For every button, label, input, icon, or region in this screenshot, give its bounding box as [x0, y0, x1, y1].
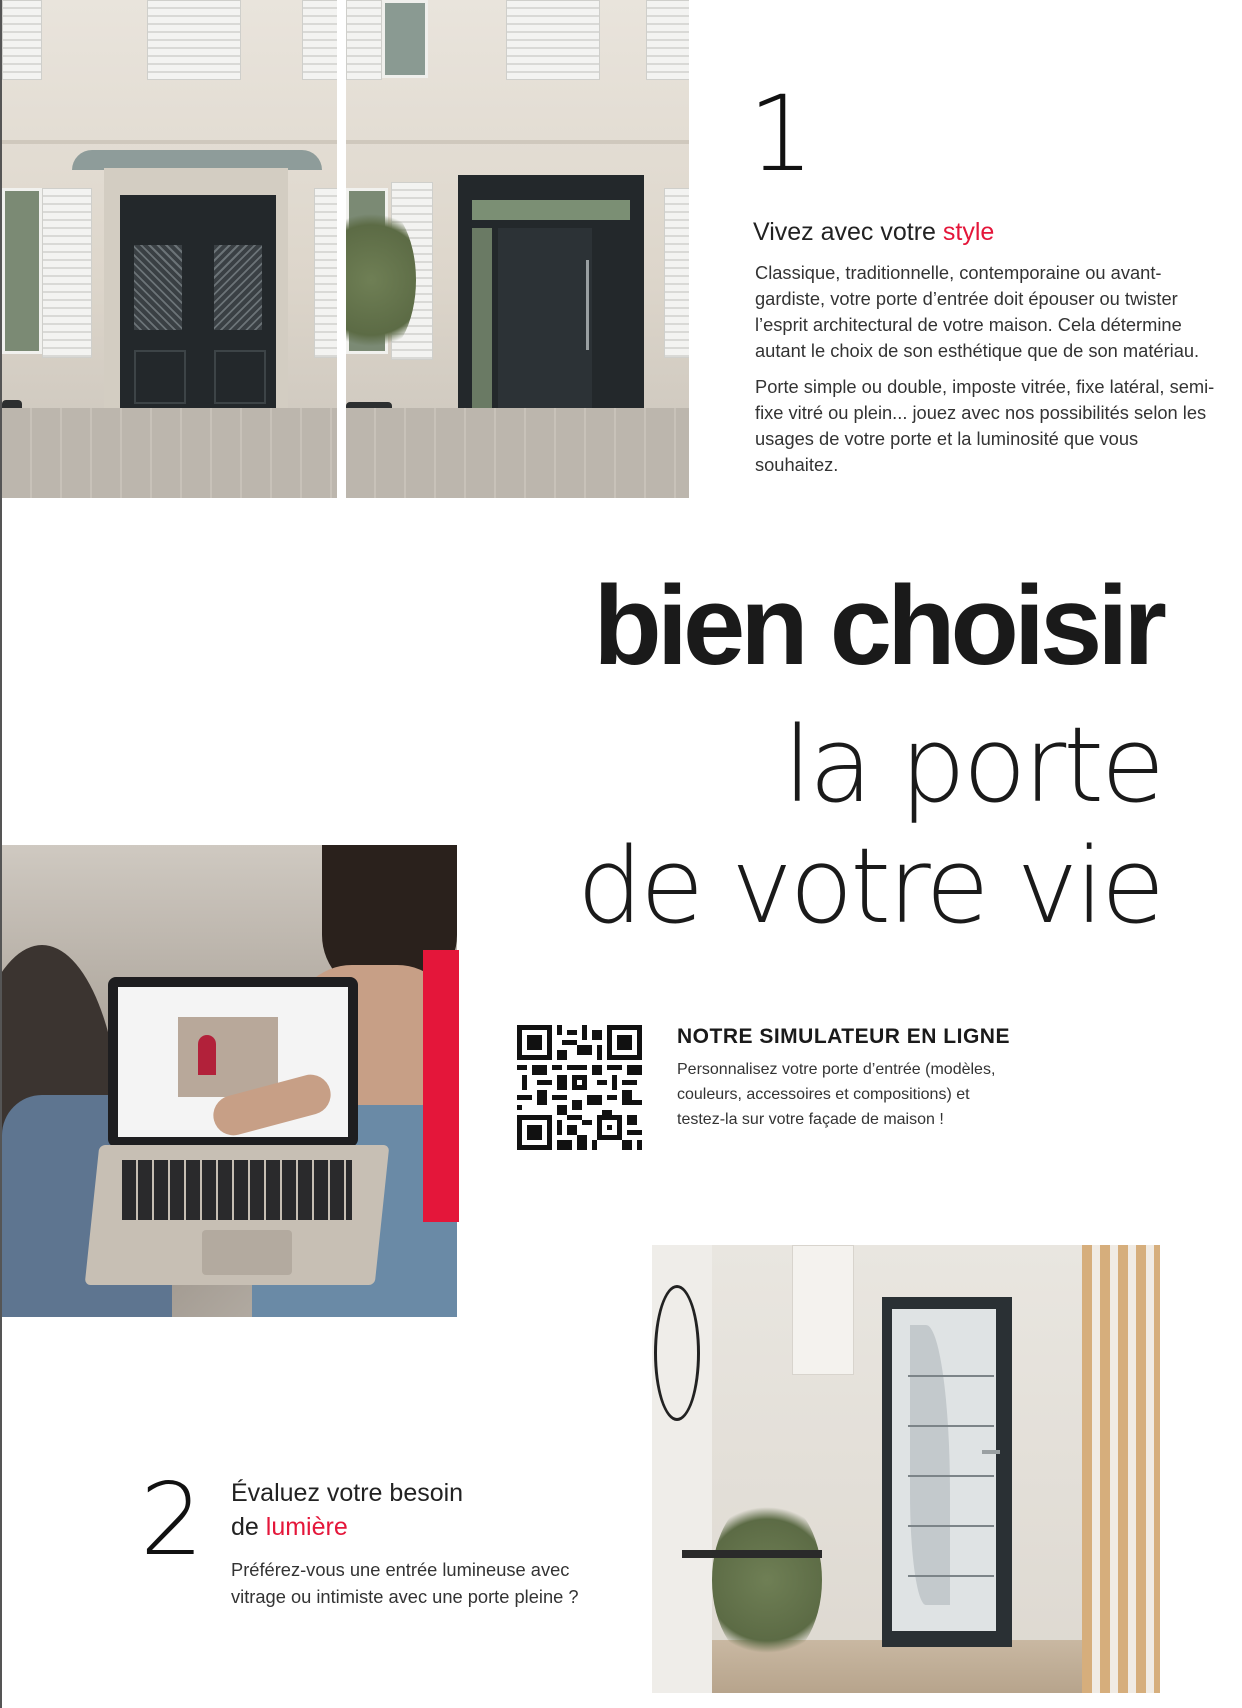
accent-red-bar	[423, 950, 459, 1222]
section2-heading-accent: lumière	[265, 1513, 348, 1541]
section2-heading	[231, 1476, 551, 1544]
section1-paragraph-1: Classique, traditionnelle, contemporaine ou avant-gardiste, votre porte d’entrée doit épouser ou twister l’esprit architectural de votre maison. Cela détermine autant le choix de son esthétique que de son matériau.	[755, 262, 1200, 361]
section2-heading-line2: de lumière	[231, 1513, 348, 1541]
qr-code-icon	[517, 1025, 642, 1150]
section-number-2: 2	[140, 1461, 204, 1578]
photo-couple-laptop	[2, 845, 457, 1317]
headline-line-2: la porte	[783, 704, 1162, 826]
headline-line-3: de votre vie	[577, 825, 1162, 947]
section1-paragraph-2: Porte simple ou double, imposte vitrée, fixe latéral, semi-fixe vitré ou plein... jouez avec nos possibilités selon les usages de votre porte et la luminosité que vous souhaitez.	[755, 376, 1215, 475]
simulator-title: NOTRE SIMULATEUR EN LIGNE	[677, 1025, 1010, 1048]
photo-classic-double-door	[2, 0, 337, 498]
section2-heading-line1: Évaluez votre besoin	[231, 1479, 464, 1507]
section2-body: Préférez-vous une entrée lumineuse avec vitrage ou intimiste avec une porte pleine ?	[231, 1559, 579, 1607]
photo-interior-door	[652, 1245, 1160, 1693]
simulator-body: Personnalisez votre porte d’entrée (modèles, couleurs, accessoires et compositions) et testez-la sur votre façade de maison !	[677, 1061, 996, 1128]
headline-line-1: bien choisir	[593, 563, 1162, 688]
section1-heading-accent: style	[942, 218, 995, 246]
section1-heading: Vivez avec votre style	[753, 218, 995, 246]
section-number-1: 1	[748, 73, 815, 195]
photo-contemporary-door	[346, 0, 689, 498]
section1-body	[755, 260, 1215, 488]
